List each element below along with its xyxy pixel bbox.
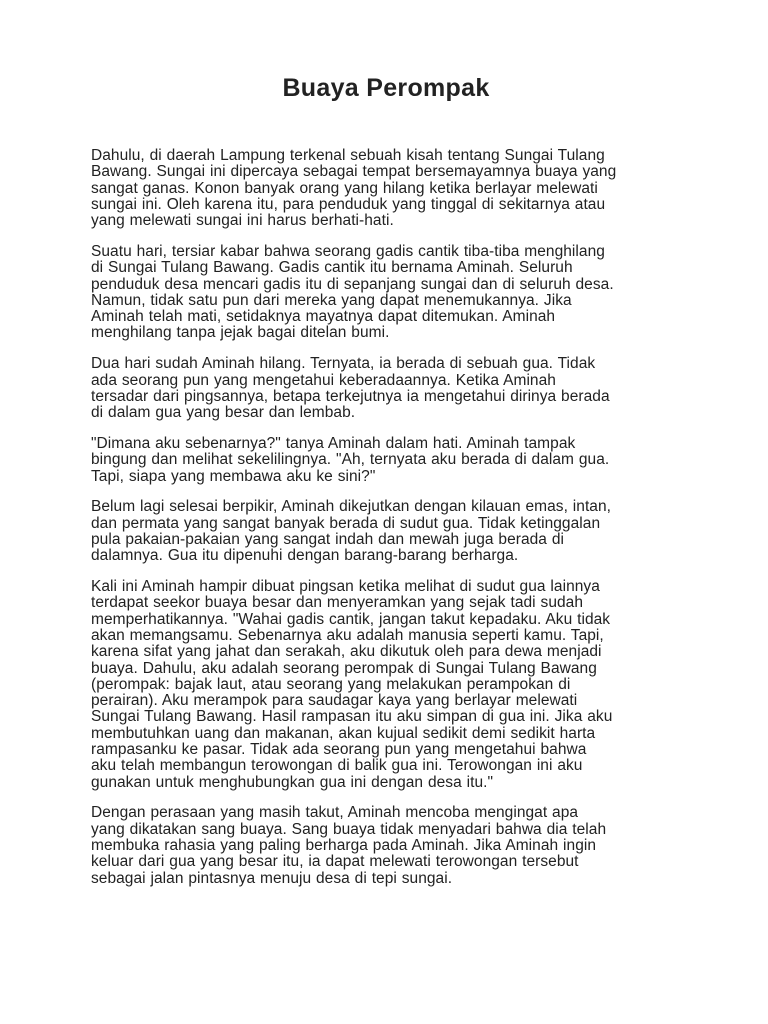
document-page bbox=[91, 70, 681, 901]
paragraph-1: Dahulu, di daerah Lampung terkenal sebuah kisah tentang Sungai Tulang Bawang. Sungai ini dipercaya sebagai tempat bersemayamnya buaya yang sangat ganas. Konon banyak orang yang hilang ketika berlayar melewati sungai ini. Oleh karena itu, para penduduk yang tinggal di sekitarnya atau yang melewati sungai ini harus berhati-hati. bbox=[91, 147, 617, 230]
paragraph-7: Dengan perasaan yang masih takut, Aminah mencoba mengingat apa yang dikatakan sang buaya. Sang buaya tidak menyadari bahwa dia telah membuka rahasia yang paling berharga pada Aminah. Jika Aminah ingin keluar dari gua yang besar itu, ia dapat melewati terowongan tersebut sebagai jalan pintasnya menuju desa di tepi sungai. bbox=[91, 804, 607, 887]
paragraph-6: Kali ini Aminah hampir dibuat pingsan ketika melihat di sudut gua lainnya terdapat seekor buaya besar dan menyeramkan yang sejak tadi sudah memperhatikannya. "Wahai gadis cantik, jangan takut kepadaku. Aku tidak akan memangsamu. Sebenarnya aku adalah manusia seperti kamu. Tapi, karena sifat yang jahat dan serakah, aku dikutuk oleh para dewa menjadi buaya. Dahulu, aku adalah seorang perompak di Sungai Tulang Bawang (perompak: bajak laut, atau seorang yang melakukan perampokan di perairan). Aku merampok para saudagar kaya yang berlayar melewati Sungai Tulang Bawang. Hasil rampasan itu aku simpan di gua ini. Jika aku membutuhkan uang dan makanan, akan kujual sedikit demi sedikit harta rampasanku ke pasar. Tidak ada seorang pun yang mengetahui bahwa aku telah membangun terowongan di balik gua ini. Terowongan ini aku gunakan untuk menghubungkan gua ini dengan desa itu." bbox=[91, 578, 613, 791]
document-title: Buaya Perompak bbox=[282, 74, 490, 102]
paragraph-4: "Dimana aku sebenarnya?" tanya Aminah dalam hati. Aminah tampak bingung dan melihat sekelilingnya. "Ah, ternyata aku berada di dalam gua. Tapi, siapa yang membawa aku ke sini?" bbox=[91, 434, 610, 485]
paragraph-2: Suatu hari, tersiar kabar bahwa seorang gadis cantik tiba-tiba menghilang di Sungai Tulang Bawang. Gadis cantik itu bernama Aminah. Seluruh penduduk desa mencari gadis itu di sepanjang sungai dan di seluruh desa. Namun, tidak satu pun dari mereka yang dapat menemukannya. Jika Aminah telah mati, setidaknya mayatnya dapat ditemukan. Aminah menghilang tanpa jejak bagai ditelan bumi. bbox=[91, 242, 614, 342]
paragraph-3: Dua hari sudah Aminah hilang. Ternyata, ia berada di sebuah gua. Tidak ada seorang pun yang mengetahui keberadaannya. Ketika Aminah tersadar dari pingsannya, betapa terkejutnya ia mengetahui dirinya berada di dalam gua yang besar dan lembab. bbox=[91, 355, 610, 422]
paragraph-5: Belum lagi selesai berpikir, Aminah dikejutkan dengan kilauan emas, intan, dan permata yang sangat banyak berada di sudut gua. Tidak ketinggalan pula pakaian-pakaian yang sangat indah dan mewah juga berada di dalamnya. Gua itu dipenuhi dengan barang-barang berharga. bbox=[91, 498, 612, 565]
